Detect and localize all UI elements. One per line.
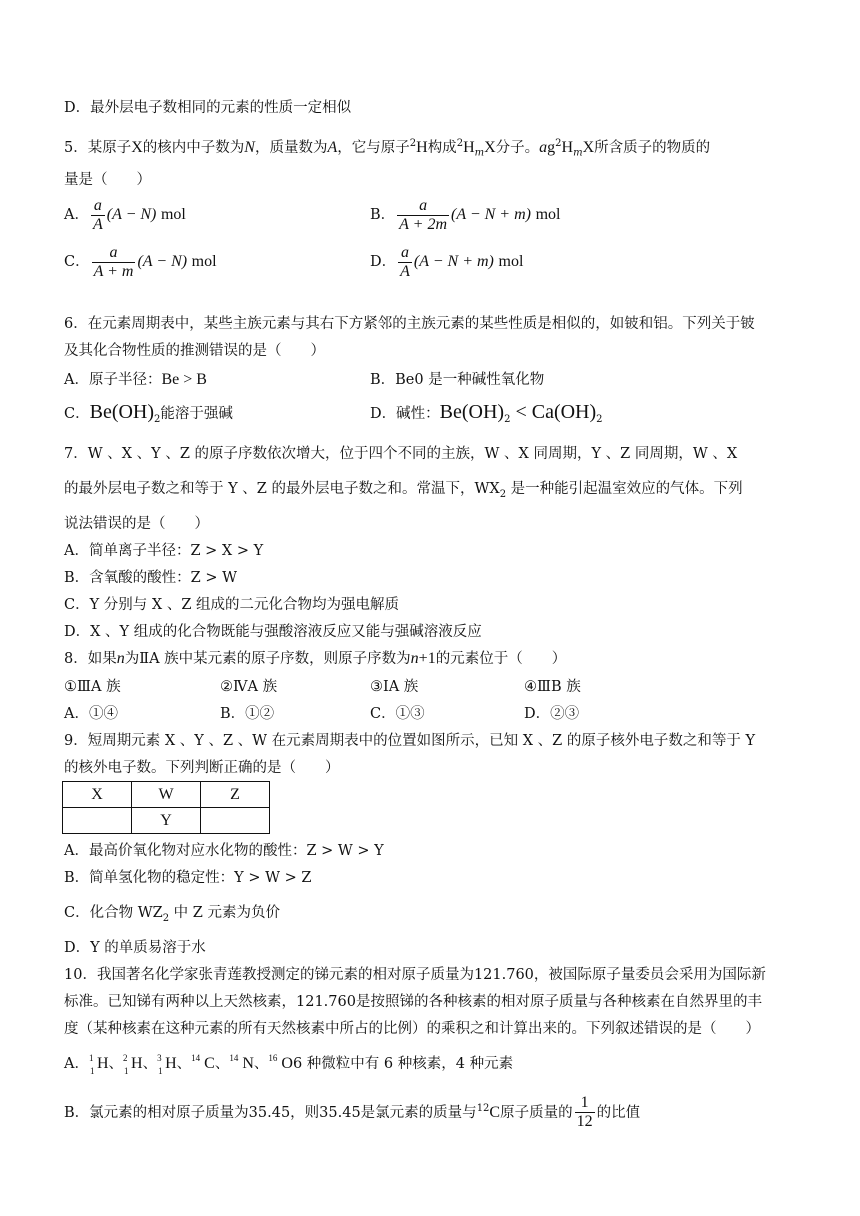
q5-option-c-label: C． xyxy=(64,254,90,270)
nuclide-mass-number: 16 xyxy=(268,1053,278,1063)
q10-option-b-c: 的比值 xyxy=(596,1104,641,1121)
q10-stem-line1: 10．我国著名化学家张青莲教授测定的锑元素的相对原子质量为121.760，被国际原子量委员会采用为国际新 xyxy=(64,967,766,983)
q8-stem-c: +1 xyxy=(418,650,436,667)
q9-option-b: B．简单氢化物的稳定性：Y > W > Z xyxy=(64,870,312,886)
nuclide-mass-number: 14 xyxy=(229,1053,239,1063)
q5-stem-line1: 5．某原子X的核内中子数为N，质量数为A，它与原子$^2$H构成$^2H_mX$分子。$ag^2H_mX$所含质子的物质的 xyxy=(64,138,711,159)
q5-x-c: X xyxy=(582,138,595,156)
q6-option-a-expr: Be > B xyxy=(161,371,207,388)
q10-stem-line3: 度（某种核素在这种元素的所有天然核素中所占的比例）的乘积之和计算出来的。下列叙述错误的是（ ） xyxy=(64,1021,760,1037)
q5-var-a: A xyxy=(327,138,338,156)
q6-option-a-label: A．原子半径： xyxy=(64,372,162,388)
q8-var-n-a: n xyxy=(116,650,125,667)
q5-sub-m-b: m xyxy=(573,147,583,159)
nuclide-symbol: N xyxy=(242,1055,254,1072)
q5-option-d-label: D． xyxy=(370,254,397,270)
q5-var-n: N xyxy=(244,138,255,156)
q6-stem-line1: 6．在元素周期表中，某些主族元素与其右下方紧邻的主族元素的某些性质是相似的，如铍和铝。下列关于铍 xyxy=(64,316,755,332)
q5-option-d xyxy=(370,243,523,281)
q5-option-a-label: A． xyxy=(64,207,89,223)
q8-stem xyxy=(64,649,566,669)
nuclide-mass-number: 1 xyxy=(88,1053,94,1063)
q6-option-c-label: C． xyxy=(64,406,90,422)
q5-option-d-unit: mol xyxy=(498,253,524,270)
nuclide-atomic-number: 1 xyxy=(89,1066,95,1076)
q10-option-b-fraction: $\frac{1}{12}$ xyxy=(576,1094,593,1131)
q6-option-d-formula2: < Ca(OH) xyxy=(510,401,597,423)
q5-option-d-expr: (A − N + m) xyxy=(413,253,494,270)
q5-stem-f: 分子。 xyxy=(495,139,540,156)
q6-option-d-label: D．碱性： xyxy=(370,406,440,422)
q4-option-d: D．最外层电子数相同的元素的性质一定相似 xyxy=(64,100,352,116)
q8-option-a: A．①④ xyxy=(64,706,118,722)
q5-option-a-unit: mol xyxy=(160,206,186,223)
q5-stem-a: 5．某原子 xyxy=(64,139,132,156)
nuclide-symbol: H xyxy=(165,1055,177,1072)
q6-option-d-sub2: 2 xyxy=(596,413,603,425)
nuclide xyxy=(89,1054,109,1074)
q5-option-c-unit: mol xyxy=(191,253,217,270)
q7-stem-line1: 7．W 、X 、Y 、Z 的原子序数依次增大，位于四个不同的主族，W 、X 同周期，Y 、Z 同周期，W 、X xyxy=(64,446,738,462)
table-cell: Y xyxy=(132,808,201,834)
separator: 、 xyxy=(142,1056,158,1072)
q8-choice-2: ②ⅣA 族 xyxy=(220,679,278,695)
q5-stem-g: 所含质子的物质的 xyxy=(594,139,711,156)
q10-option-a-tail: 6 种微粒中有 6 种核素，4 种元素 xyxy=(292,1056,514,1072)
q10-option-a-label: A． xyxy=(64,1056,89,1072)
q7-option-a: A．简单离子半径：Z > X > Y xyxy=(64,543,264,559)
q5-sup-2a: 2 xyxy=(409,138,417,149)
q5-stem-d: ，它与原子 xyxy=(337,139,410,156)
nuclide-mass-number: 14 xyxy=(191,1053,201,1063)
nuclide xyxy=(191,1054,215,1074)
q10-nuclide-list xyxy=(88,1053,293,1076)
separator: 、 xyxy=(214,1056,230,1072)
q5-sup-2c: 2 xyxy=(555,138,562,149)
q7-option-d: D．X 、Y 组成的化合物既能与强酸溶液反应又能与强碱溶液反应 xyxy=(64,624,482,640)
q6-option-d xyxy=(370,402,603,430)
q5-x-b: X xyxy=(484,138,496,156)
q7-stem-line2 xyxy=(64,479,743,505)
nuclide xyxy=(268,1054,293,1074)
nuclide xyxy=(229,1054,254,1074)
q6-option-c-sub: 2 xyxy=(154,413,161,425)
table-cell: W xyxy=(132,782,201,808)
q5-stem-e: 构成 xyxy=(427,139,457,156)
q5-option-d-fraction: $\frac{a}{A}$ xyxy=(400,243,410,280)
table-cell xyxy=(63,808,132,834)
nuclide-atomic-number: 1 xyxy=(158,1066,163,1076)
nuclide-mass-number: 2 xyxy=(123,1053,128,1063)
q6-option-c-text: 能溶于强碱 xyxy=(160,406,233,422)
q8-choice-3: ③ⅠA 族 xyxy=(370,679,419,695)
q9-option-d: D．Y 的单质易溶于水 xyxy=(64,940,206,956)
table-row xyxy=(63,782,270,808)
q5-option-c-fraction: $\frac{a}{A + m}$ xyxy=(93,243,134,280)
q8-option-d: D．②③ xyxy=(524,706,580,722)
q5-stem-c: ，质量数为 xyxy=(254,139,328,156)
q5-option-a-fraction: $\frac{a}{A}$ xyxy=(92,196,103,233)
q10-option-b xyxy=(64,1090,640,1132)
q6-option-d-formula1: Be(OH) xyxy=(439,401,505,423)
q5-var-small-a: a xyxy=(539,138,548,156)
separator: 、 xyxy=(108,1056,124,1072)
q5-stem-line2: 量是（ ） xyxy=(64,172,151,188)
q8-stem-d: 的元素位于（ ） xyxy=(435,651,567,667)
q9-option-c xyxy=(64,903,280,929)
q5-h-c: H xyxy=(561,138,574,156)
nuclide-symbol: H xyxy=(131,1055,143,1072)
q6-stem-line2: 及其化合物性质的推测错误的是（ ） xyxy=(64,343,325,359)
q5-h-a: H xyxy=(416,138,428,156)
q9-stem-line2: 的核外电子数。下列判断正确的是（ ） xyxy=(64,760,340,776)
q8-option-c: C．①③ xyxy=(370,706,425,722)
q5-option-b-label: B． xyxy=(370,207,396,223)
separator: 、 xyxy=(176,1056,192,1072)
q5-option-c-expr: (A − N) xyxy=(137,253,188,270)
q7-option-c: C．Y 分别与 X 、Z 组成的二元化合物均为强电解质 xyxy=(64,597,399,613)
q7-stem-sub: 2 xyxy=(499,488,507,500)
q5-option-b-expr: (A − N + m) xyxy=(451,206,531,223)
q9-stem-line1: 9．短周期元素 X 、Y 、Z 、W 在元素周期表中的位置如图所示，已知 X 、Z 的原子核外电子数之和等于 Y xyxy=(64,733,756,749)
q5-option-a-expr: (A − N) xyxy=(106,206,157,223)
q9-option-c-b: 中 Z 元素为负价 xyxy=(169,905,280,921)
separator: 、 xyxy=(253,1056,269,1072)
nuclide xyxy=(157,1054,177,1074)
q8-stem-a: 8．如果 xyxy=(64,651,117,667)
q10-option-b-a: B．氯元素的相对原子质量为35.45，则35.45是氯元素的质量与 xyxy=(64,1104,477,1121)
q6-option-c-formula: Be(OH) xyxy=(89,401,155,423)
q6-option-a xyxy=(64,370,207,390)
nuclide xyxy=(123,1054,143,1074)
nuclide-symbol: H xyxy=(96,1055,109,1072)
q6-option-b: B．Be0 是一种碱性氧化物 xyxy=(370,372,545,388)
q8-var-n-b: n xyxy=(410,650,419,667)
q8-option-b: B．①② xyxy=(220,706,275,722)
q10-option-b-sup: 12 xyxy=(476,1103,490,1114)
q8-choice-1: ①ⅢA 族 xyxy=(64,679,121,695)
nuclide-symbol: O xyxy=(281,1055,293,1072)
table-cell xyxy=(201,808,270,834)
q5-option-c xyxy=(64,243,217,281)
q10-option-b-b: 原子质量的 xyxy=(500,1104,573,1121)
q5-option-b xyxy=(370,196,560,234)
q10-stem-line2: 标准。已知锑有两种以上天然核素，121.760是按照锑的各种核素的相对原子质量与各种核素在自然界里的丰 xyxy=(64,994,762,1010)
table-cell: X xyxy=(63,782,132,808)
q7-stem-line3: 说法错误的是（ ） xyxy=(64,516,209,532)
q9-option-c-a: C．化合物 WZ xyxy=(64,905,163,921)
table-row xyxy=(63,808,270,834)
table-cell: Z xyxy=(201,782,270,808)
q8-stem-b: 为ⅡA 族中某元素的原子序数，则原子序数为 xyxy=(124,651,411,667)
q5-option-b-fraction: $\frac{a}{A + 2m}$ xyxy=(399,196,447,233)
q5-stem-b: 的核内中子数为 xyxy=(142,139,245,156)
q5-option-b-unit: mol xyxy=(535,206,561,223)
q9-option-a: A．最高价氧化物对应水化物的酸性：Z > W > Y xyxy=(64,843,384,859)
q5-option-a xyxy=(64,196,186,234)
q6-option-d-sub1: 2 xyxy=(504,413,511,425)
nuclide-symbol: C xyxy=(204,1055,215,1072)
q10-option-b-carbon: C xyxy=(489,1103,501,1121)
q7-stem-line2-a: 的最外层电子数之和等于 Y 、Z 的最外层电子数之和。常温下，WX xyxy=(64,481,500,497)
q5-var-x: X xyxy=(131,138,143,156)
q9-option-c-sub: 2 xyxy=(162,912,170,924)
periodic-position-table xyxy=(62,781,270,834)
q7-option-b: B．含氧酸的酸性：Z > W xyxy=(64,570,238,586)
q6-option-c xyxy=(64,402,233,430)
q5-h-b: H xyxy=(463,138,475,156)
nuclide-mass-number: 3 xyxy=(157,1053,162,1063)
q5-sub-m-a: m xyxy=(474,147,485,159)
q7-stem-line2-b: 是一种能引起温室效应的气体。下列 xyxy=(506,481,743,497)
q10-option-a xyxy=(64,1054,513,1074)
q8-choice-4: ④ⅢB 族 xyxy=(524,679,581,695)
nuclide-atomic-number: 1 xyxy=(124,1066,129,1076)
q5-sup-2b: 2 xyxy=(456,138,464,149)
